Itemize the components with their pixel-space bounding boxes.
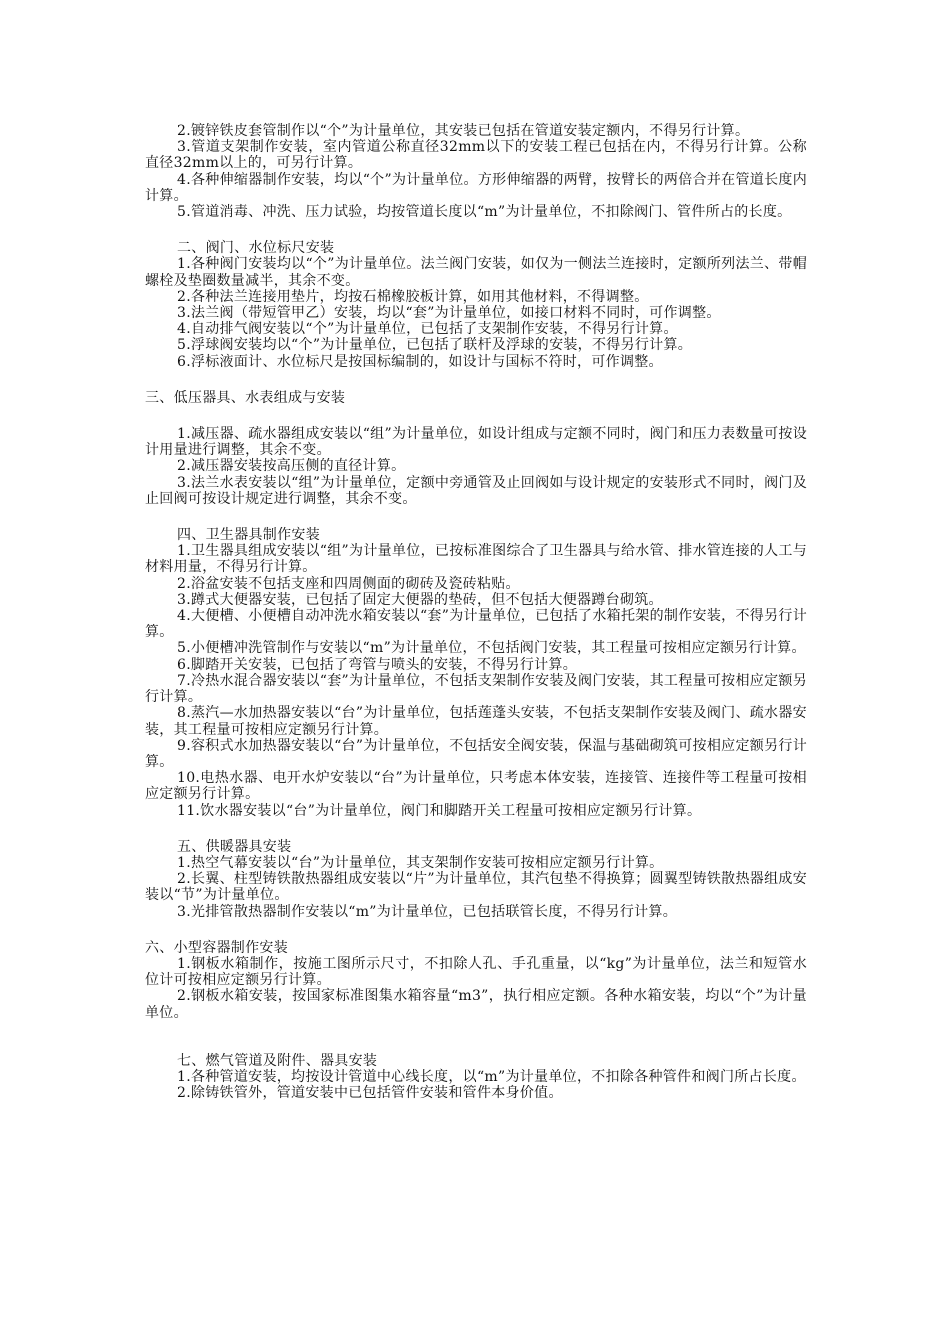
paragraph: 1.减压器、疏水器组成安装以“组”为计量单位，如设计组成与定额不同时，阀门和压力表数量可按设计用量进行调整，其余不变。: [145, 426, 807, 459]
section-gap: [145, 1021, 807, 1053]
paragraph: 11.饮水器安装以“台”为计量单位，阀门和脚踏开关工程量可按相应定额另行计算。: [177, 802, 702, 819]
paragraph: 2.长翼、柱型铸铁散热器组成安装以“片”为计量单位，其汽包垫不得换算；圆翼型铸铁散热器组成安装以“节”为计量单位。: [145, 871, 807, 904]
paragraph: 3.蹲式大便器安装，已包括了固定大便器的垫砖，但不包括大便器蹲台砌筑。: [177, 591, 663, 608]
section-heading: 六、小型容器制作安装: [145, 939, 288, 956]
paragraph: 6.浮标液面计、水位标尺是按国标编制的，如设计与国标不符时，可作调整。: [177, 353, 663, 370]
paragraph: 2.减压器安装按高压侧的直径计算。: [177, 458, 406, 475]
paragraph: 4.大便槽、小便槽自动冲洗水箱安装以“套”为计量单位，已包括了水箱托架的制作安装，不得另行计算。: [145, 608, 807, 641]
section-heading: 三、低压器具、水表组成与安装: [145, 389, 346, 406]
section-gap: [145, 370, 807, 390]
paragraph: 2.钢板水箱安装，按国家标准图集水箱容量“m3”，执行相应定额。各种水箱安装，均以“个”为计量单位。: [145, 988, 807, 1021]
section-heading: 五、供暖器具安装: [177, 838, 292, 855]
paragraph: 4.各种伸缩器制作安装，均以“个”为计量单位。方形伸缩器的两臂，按臂长的两倍合并在管道长度内计算。: [145, 171, 807, 204]
paragraph: 2.镀锌铁皮套管制作以“个”为计量单位，其安装已包括在管道安装定额内，不得另行计算。: [177, 123, 750, 139]
section-gap: [145, 920, 807, 940]
document-page: [145, 123, 807, 1101]
paragraph: 6.脚踏开关安装，已包括了弯管与喷头的安装，不得另行计算。: [177, 656, 578, 673]
paragraph: 10.电热水器、电开水炉安装以“台”为计量单位，只考虑本体安装，连接管、连接件等工程量可按相应定额另行计算。: [145, 770, 807, 803]
paragraph: 5.小便槽冲洗管制作与安装以“m”为计量单位，不包括阀门安装，其工程量可按相应定额另行计算。: [177, 640, 806, 657]
paragraph: 3.法兰阀（带短管甲乙）安装，均以“套”为计量单位，如接口材料不同时，可作调整。: [177, 305, 721, 322]
section-gap: [145, 220, 807, 240]
paragraph: 1.各种管道安装，均按设计管道中心线长度，以“m”为计量单位，不扣除各种管件和阀门所占长度。: [177, 1068, 806, 1085]
paragraph: 1.钢板水箱制作，按施工图所示尺寸，不扣除人孔、手孔重量，以“kg”为计量单位，法兰和短管水位计可按相应定额另行计算。: [145, 955, 807, 989]
paragraph: 3.管道支架制作安装，室内管道公称直径32mm以下的安装工程已包括在内，不得另行计算。公称直径32mm以上的，可另行计算。: [145, 139, 807, 172]
paragraph: 3.光排管散热器制作安装以“m”为计量单位，已包括联管长度，不得另行计算。: [177, 903, 678, 920]
section-heading: 四、卫生器具制作安装: [177, 527, 320, 544]
section-gap: [145, 406, 807, 426]
paragraph: 9.容积式水加热器安装以“台”为计量单位，不包括安全阀安装，保温与基础砌筑可按相应定额另行计算。: [145, 737, 807, 770]
paragraph: 7.冷热水混合器安装以“套”为计量单位，不包括支架制作安装及阀门安装，其工程量可按相应定额另行计算。: [145, 672, 807, 706]
section-heading: 二、阀门、水位标尺安装: [177, 240, 335, 257]
paragraph: 5.浮球阀安装均以“个”为计量单位，已包括了联杆及浮球的安装，不得另行计算。: [177, 337, 693, 354]
paragraph: 2.各种法兰连接用垫片，均按石棉橡胶板计算，如用其他材料，不得调整。: [177, 288, 649, 305]
paragraph: 4.自动排气阀安装以“个”为计量单位，已包括了支架制作安装，不得另行计算。: [177, 321, 678, 338]
paragraph: 5.管道消毒、冲洗、压力试验，均按管道长度以“m”为计量单位，不扣除阀门、管件所占的长度。: [177, 204, 792, 221]
section-gap: [145, 819, 807, 839]
paragraph: 1.卫生器具组成安装以“组”为计量单位，已按标准图综合了卫生器具与给水管、排水管连接的人工与材料用量，不得另行计算。: [145, 543, 807, 576]
paragraph: 2.浴盆安装不包括支座和四周侧面的砌砖及瓷砖粘贴。: [177, 575, 520, 592]
section-gap: [145, 507, 807, 527]
paragraph: 8.蒸汽—水加热器安装以“台”为计量单位，包括莲蓬头安装，不包括支架制作安装及阀门、疏水器安装，其工程量可按相应定额另行计算。: [145, 705, 807, 738]
paragraph: 1.热空气幕安装以“台”为计量单位，其支架制作安装可按相应定额另行计算。: [177, 854, 664, 871]
section-heading: 七、燃气管道及附件、器具安装: [177, 1052, 378, 1069]
paragraph: 1.各种阀门安装均以“个”为计量单位。法兰阀门安装，如仅为一侧法兰连接时，定额所列法兰、带帽螺栓及垫圈数量减半，其余不变。: [145, 256, 807, 289]
paragraph: 3.法兰水表安装以“组”为计量单位，定额中旁通管及止回阀如与设计规定的安装形式不同时，阀门及止回阀可按设计规定进行调整，其余不变。: [145, 474, 807, 507]
paragraph: 2.除铸铁管外，管道安装中已包括管件安装和管件本身价值。: [177, 1085, 563, 1102]
